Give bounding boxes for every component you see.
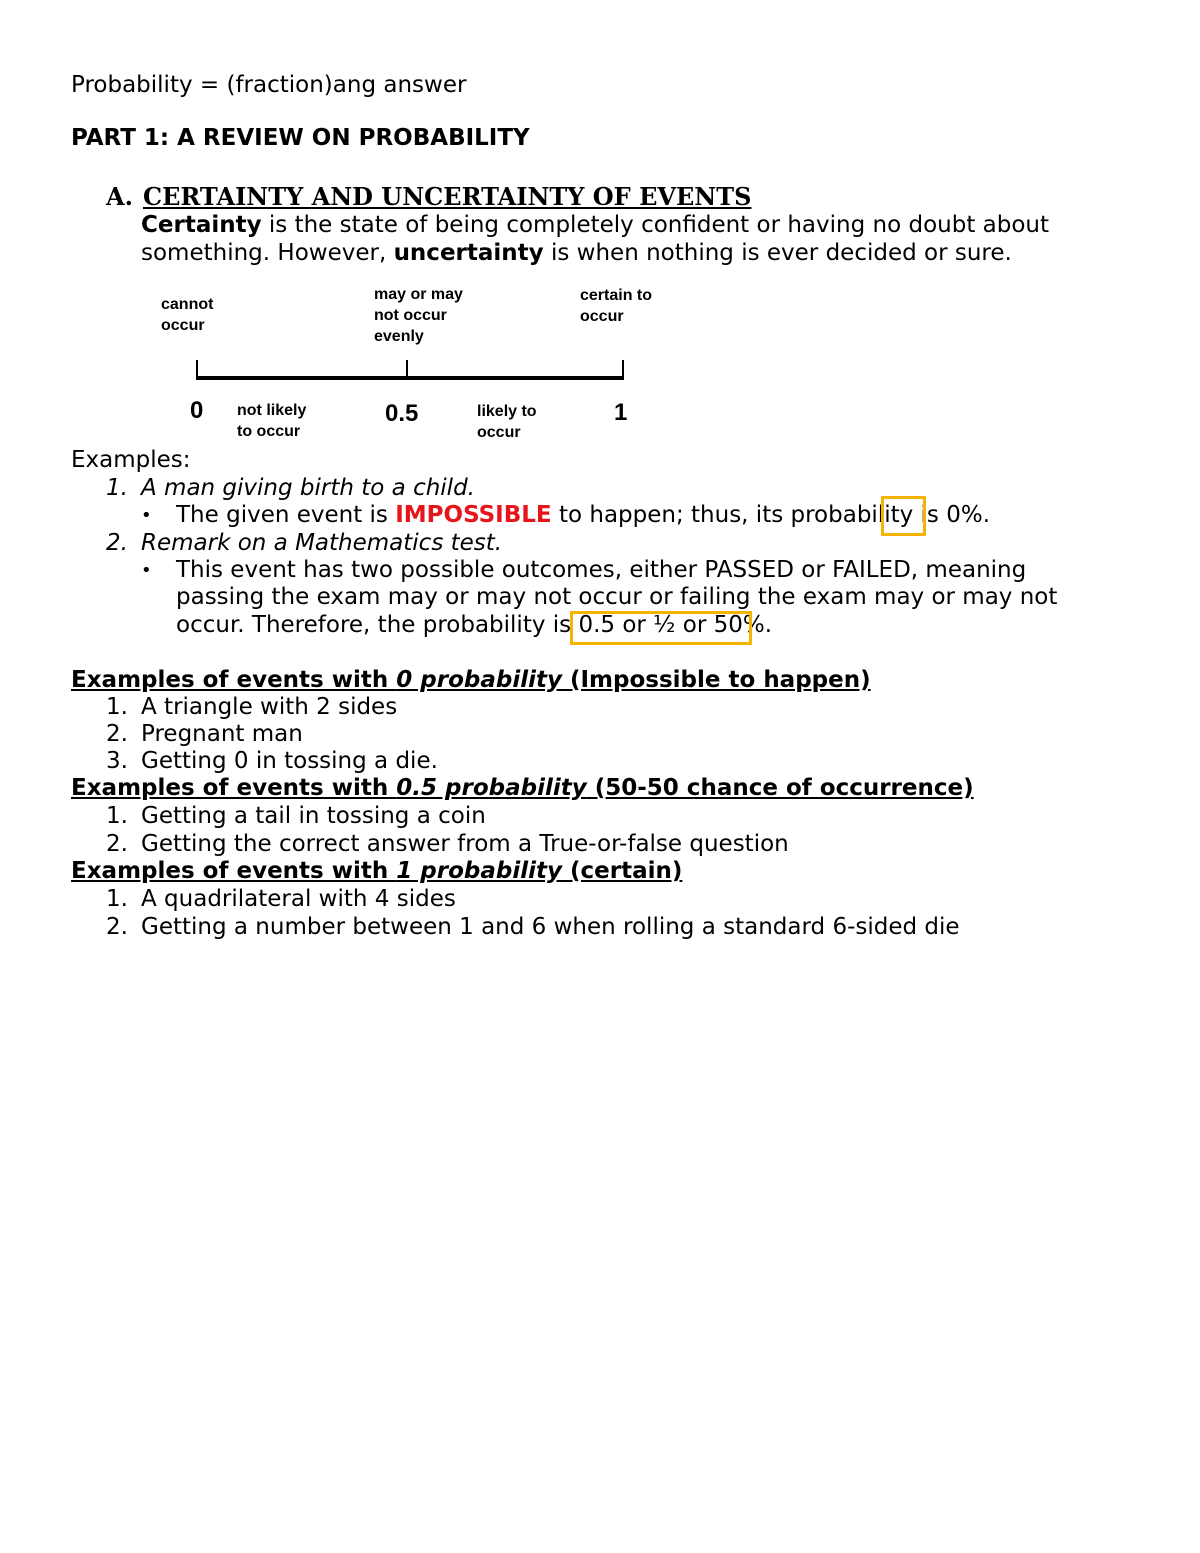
value-0: 0 (190, 397, 204, 424)
label-likely (477, 401, 537, 443)
list-item: A quadrilateral with 4 sides (141, 886, 456, 912)
list-item: Getting the correct answer from a True-or-false question (141, 831, 789, 857)
label-line: likely to (477, 403, 537, 420)
value-1: 1 (614, 399, 628, 426)
tick-0 (196, 360, 198, 380)
label-certain-to-occur (580, 285, 652, 327)
list-item: Getting a number between 1 and 6 when rolling a standard 6-sided die (141, 914, 960, 940)
example-1-text: A man giving birth to a child. (141, 475, 475, 501)
heading-emphasis: 0 probability (396, 667, 562, 693)
heading-text: Examples of events with (71, 858, 397, 884)
example-2-number: 2. (106, 530, 128, 556)
definition-line-2 (141, 239, 1012, 267)
label-line: occur (477, 424, 521, 441)
heading-emphasis: 0.5 probability (396, 775, 587, 801)
bullet: • (141, 560, 152, 581)
impossible-word: IMPOSSIBLE (395, 502, 552, 528)
uncertainty-term: uncertainty (393, 240, 544, 266)
definition-text: is when nothing is ever decided or sure. (543, 240, 1012, 266)
list-item: A triangle with 2 sides (141, 694, 398, 720)
label-cannot-occur (161, 294, 213, 336)
section-letter: A. (106, 182, 133, 211)
heading-emphasis: 1 probability (396, 858, 562, 884)
number-line-axis (196, 376, 624, 380)
tick-1 (622, 360, 624, 380)
heading-text: (certain) (561, 858, 683, 884)
heading-text: Examples of events with (71, 775, 397, 801)
group-0-heading (71, 666, 871, 694)
section-title (106, 183, 751, 211)
example-2-text: Remark on a Mathematics test. (141, 530, 503, 556)
list-number: 2. (106, 831, 128, 857)
label-may-or-may-not-occur (374, 284, 463, 347)
bullet-text: to happen; thus, its probability is 0%. (551, 502, 991, 528)
heading-text: Examples of events with (71, 667, 397, 693)
list-number: 2. (106, 721, 128, 747)
intro-line: Probability = (fraction)ang answer (71, 72, 467, 98)
example-2-bullet-line-3: occur. Therefore, the probability is 0.5 or ½ or 50%. (176, 612, 773, 638)
list-number: 1. (106, 694, 128, 720)
list-number: 1. (106, 886, 128, 912)
bullet: • (141, 505, 152, 526)
label-not-likely (237, 400, 306, 442)
certainty-term: Certainty (141, 212, 262, 238)
list-item: Pregnant man (141, 721, 303, 747)
highlight-box (881, 496, 926, 536)
definition-text: something. However, (141, 240, 394, 266)
list-number: 1. (106, 803, 128, 829)
highlight-box (570, 611, 752, 645)
label-line: occur (161, 317, 205, 334)
label-line: not occur (374, 307, 447, 324)
definition-line-1 (141, 211, 1049, 239)
example-2-bullet-line-1: This event has two possible outcomes, either PASSED or FAILED, meaning (176, 557, 1027, 583)
group-1-heading (71, 774, 974, 802)
examples-heading: Examples: (71, 447, 191, 473)
label-line: may or may (374, 286, 463, 303)
label-line: not likely (237, 402, 307, 419)
part-title: PART 1: A REVIEW ON PROBABILITY (71, 125, 530, 151)
definition-text: is the state of being completely confident or having no doubt about (261, 212, 1050, 238)
heading-text: (Impossible to happen) (561, 667, 871, 693)
list-number: 3. (106, 748, 128, 774)
value-0-5: 0.5 (385, 400, 419, 427)
example-2-bullet-line-2: passing the exam may or may not occur or failing the exam may or may not (176, 584, 1058, 610)
example-1-bullet (176, 501, 990, 529)
label-line: occur (580, 308, 624, 325)
bullet-text: The given event is (176, 502, 396, 528)
label-line: cannot (161, 296, 214, 313)
example-1-number: 1. (106, 475, 128, 501)
list-number: 2. (106, 914, 128, 940)
section-title-text: CERTAINTY AND UNCERTAINTY OF EVENTS (142, 182, 752, 211)
list-item: Getting 0 in tossing a die. (141, 748, 438, 774)
label-line: certain to (580, 287, 653, 304)
label-line: to occur (237, 423, 301, 440)
label-line: evenly (374, 328, 424, 345)
tick-0-5 (406, 360, 408, 380)
heading-text: (50-50 chance of occurrence) (586, 775, 974, 801)
group-2-heading (71, 857, 682, 885)
list-item: Getting a tail in tossing a coin (141, 803, 486, 829)
